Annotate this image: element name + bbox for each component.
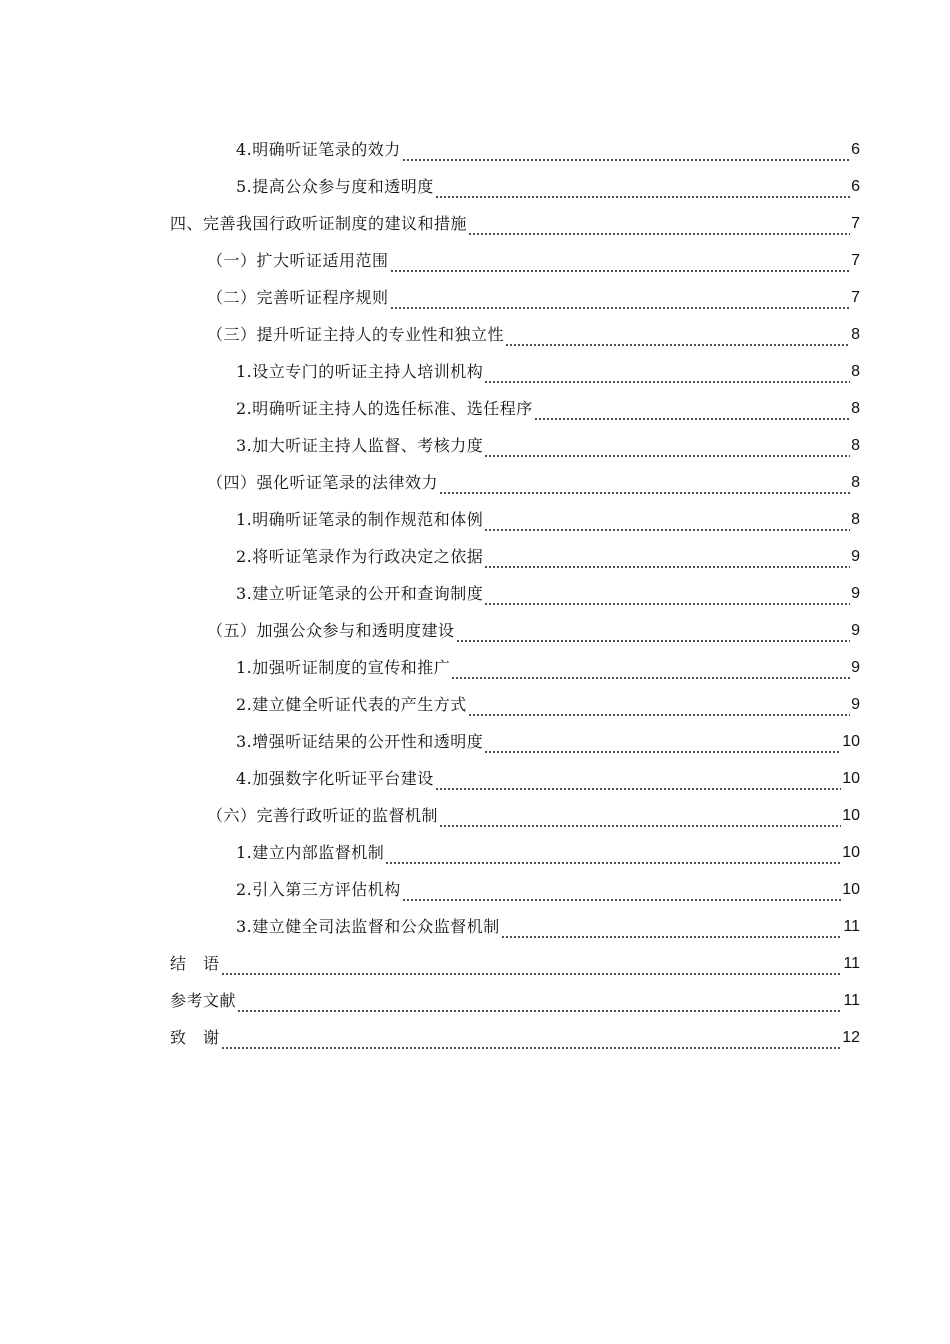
toc-entry-page: 10 xyxy=(842,880,860,898)
toc-entry-page: 8 xyxy=(851,436,860,454)
toc-entry[interactable] xyxy=(236,168,860,205)
toc-entry-title: 1.设立专门的听证主持人培训机构 xyxy=(236,361,484,381)
toc-dot-leader xyxy=(484,588,850,606)
toc-dot-leader xyxy=(221,958,843,976)
toc-entry-title: 5.提高公众参与度和透明度 xyxy=(236,176,434,196)
toc-entry[interactable] xyxy=(207,279,860,316)
toc-entry-title: 结 语 xyxy=(170,953,220,973)
toc-entry-page: 11 xyxy=(843,991,860,1009)
toc-dot-leader xyxy=(484,551,850,569)
toc-entry[interactable] xyxy=(207,797,860,834)
toc-entry-page: 8 xyxy=(851,362,860,380)
toc-dot-leader xyxy=(439,810,841,828)
toc-entry[interactable] xyxy=(207,612,860,649)
toc-entry[interactable] xyxy=(236,908,860,945)
toc-dot-leader xyxy=(237,995,842,1013)
toc-dot-leader xyxy=(390,292,850,310)
toc-dot-leader xyxy=(435,181,850,199)
toc-entry[interactable] xyxy=(236,834,860,871)
toc-entry-title: 致 谢 xyxy=(170,1027,220,1047)
toc-entry[interactable] xyxy=(170,205,860,242)
toc-entry-title: 1.明确听证笔录的制作规范和体例 xyxy=(236,509,484,529)
toc-entry-page: 11 xyxy=(843,954,860,972)
toc-dot-leader xyxy=(402,884,841,902)
toc-entry-title: 3.增强听证结果的公开性和透明度 xyxy=(236,731,484,751)
toc-entry[interactable] xyxy=(236,649,860,686)
toc-entry-page: 8 xyxy=(851,473,860,491)
toc-dot-leader xyxy=(484,514,850,532)
toc-entry-page: 10 xyxy=(842,769,860,787)
toc-entry[interactable] xyxy=(236,686,860,723)
toc-entry-page: 7 xyxy=(851,288,860,306)
toc-entry[interactable] xyxy=(236,501,860,538)
toc-dot-leader xyxy=(451,662,850,680)
toc-entry[interactable] xyxy=(236,575,860,612)
toc-dot-leader xyxy=(534,403,850,421)
toc-entry[interactable] xyxy=(207,464,860,501)
toc-entry-title: 4.加强数字化听证平台建设 xyxy=(236,768,434,788)
toc-dot-leader xyxy=(468,699,850,717)
toc-entry-title: 2.引入第三方评估机构 xyxy=(236,879,401,899)
toc-entry-title: （六）完善行政听证的监督机制 xyxy=(207,805,439,825)
toc-entry[interactable] xyxy=(170,945,860,982)
toc-entry-title: （一）扩大听证适用范围 xyxy=(207,250,389,270)
toc-entry-page: 6 xyxy=(851,140,860,158)
toc-entry-page: 9 xyxy=(851,658,860,676)
toc-entry-page: 8 xyxy=(851,510,860,528)
toc-entry[interactable] xyxy=(236,538,860,575)
toc-dot-leader xyxy=(221,1032,842,1050)
toc-entry[interactable] xyxy=(170,1019,860,1056)
toc-entry-page: 9 xyxy=(851,621,860,639)
toc-entry-title: 2.将听证笔录作为行政决定之依据 xyxy=(236,546,484,566)
toc-entry[interactable] xyxy=(236,427,860,464)
toc-entry[interactable] xyxy=(236,390,860,427)
toc-entry-title: （二）完善听证程序规则 xyxy=(207,287,389,307)
toc-entry-title: （三）提升听证主持人的专业性和独立性 xyxy=(207,324,505,344)
toc-entry-title: 1.加强听证制度的宣传和推广 xyxy=(236,657,451,677)
toc-entry-page: 9 xyxy=(851,584,860,602)
toc-entry[interactable] xyxy=(170,982,860,1019)
toc-entry[interactable] xyxy=(236,871,860,908)
toc-entry[interactable] xyxy=(236,131,860,168)
toc-entry[interactable] xyxy=(236,723,860,760)
toc-entry[interactable] xyxy=(207,316,860,353)
toc-dot-leader xyxy=(484,440,850,458)
toc-entry-page: 9 xyxy=(851,695,860,713)
toc-entry-title: 1.建立内部监督机制 xyxy=(236,842,385,862)
toc-dot-leader xyxy=(501,921,843,939)
toc-entry-title: 2.明确听证主持人的选任标准、选任程序 xyxy=(236,398,533,418)
toc-dot-leader xyxy=(390,255,850,273)
toc-entry-page: 10 xyxy=(842,806,860,824)
toc-dot-leader xyxy=(505,329,850,347)
toc-entry-title: 2.建立健全听证代表的产生方式 xyxy=(236,694,467,714)
toc-entry-title: 3.建立听证笔录的公开和查询制度 xyxy=(236,583,484,603)
toc-entry-title: （五）加强公众参与和透明度建设 xyxy=(207,620,455,640)
toc-entry-page: 9 xyxy=(851,547,860,565)
toc-dot-leader xyxy=(439,477,850,495)
toc-dot-leader xyxy=(456,625,850,643)
toc-dot-leader xyxy=(435,773,841,791)
toc-entry-title: 四、完善我国行政听证制度的建议和措施 xyxy=(170,213,468,233)
toc-entry[interactable] xyxy=(236,353,860,390)
toc-entry-title: 4.明确听证笔录的效力 xyxy=(236,139,401,159)
toc-entry-page: 8 xyxy=(851,399,860,417)
toc-dot-leader xyxy=(385,847,841,865)
toc-entry-title: 3.建立健全司法监督和公众监督机制 xyxy=(236,916,500,936)
toc-entry[interactable] xyxy=(207,242,860,279)
toc-dot-leader xyxy=(402,144,850,162)
toc-entry-title: 3.加大听证主持人监督、考核力度 xyxy=(236,435,484,455)
toc-entry-page: 10 xyxy=(842,732,860,750)
toc-entry-title: （四）强化听证笔录的法律效力 xyxy=(207,472,439,492)
toc-entry-page: 11 xyxy=(843,917,860,935)
toc-entry-page: 6 xyxy=(851,177,860,195)
toc-entry[interactable] xyxy=(236,760,860,797)
toc-dot-leader xyxy=(484,736,841,754)
toc-dot-leader xyxy=(468,218,850,236)
toc-entry-page: 7 xyxy=(851,214,860,232)
toc-entry-title: 参考文献 xyxy=(170,990,237,1010)
toc-entry-page: 10 xyxy=(842,843,860,861)
toc-dot-leader xyxy=(484,366,850,384)
toc-entry-page: 8 xyxy=(851,325,860,343)
toc-entry-page: 7 xyxy=(851,251,860,269)
toc-entry-page: 12 xyxy=(842,1028,860,1046)
